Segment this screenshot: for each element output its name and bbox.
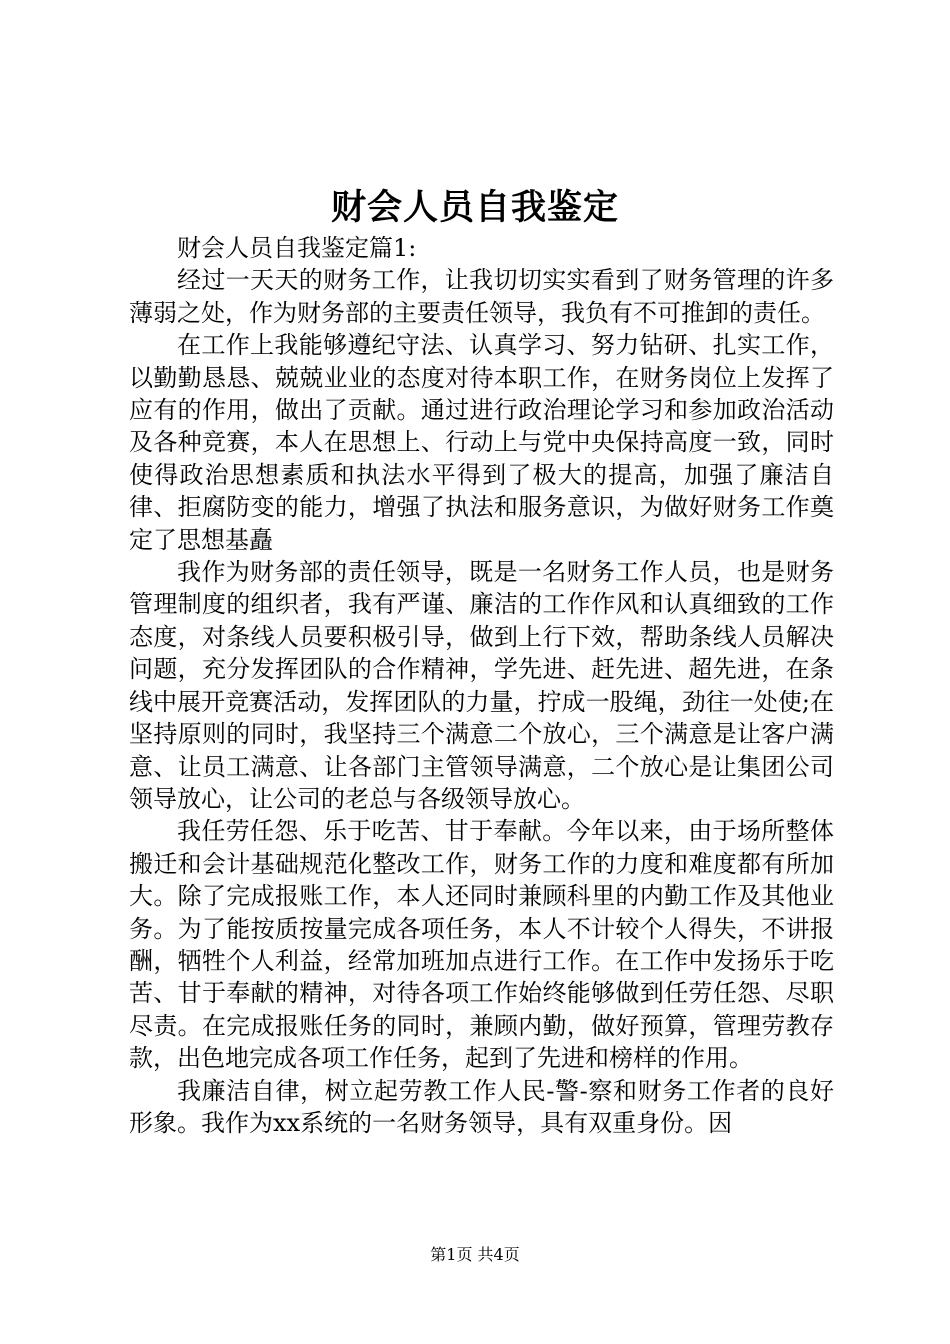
paragraph: 我作为财务部的责任领导，既是一名财务工作人员，也是财务管理制度的组织者，我有严谨、廉洁的工作作风和认真细致的工作态度，对条线人员要积极引导，做到上行下效，帮助条线人员解决问题，充分发挥团队的合作精神，学先进、赶先进、超先进，在条线中展开竞赛活动，发挥团队的力量，拧成一股绳，劲往一处使;在坚持原则的同时，我坚持三个满意二个放心，三个满意是让客户满意、让员工满意、让各部门主管领导满意，二个放心是让集团公司领导放心，让公司的老总与各级领导放心。: [129, 558, 834, 813]
paragraph: 我任劳任怨、乐于吃苦、甘于奉献。今年以来，由于场所整体搬迁和会计基础规范化整改工作，财务工作的力度和难度都有所加大。除了完成报账工作，本人还同时兼顾科里的内勤工作及其他业务。为了能按质按量完成各项任务，本人不计较个人得失，不讲报酬，牺牲个人利益，经常加班加点进行工作。在工作中发扬乐于吃苦、甘于奉献的精神，对待各项工作始终能够做到任劳任怨、尽职尽责。在完成报账任务的同时，兼顾内勤，做好预算，管理劳教存款，出色地完成各项工作任务，起到了先进和榜样的作用。: [129, 817, 834, 1073]
paragraph: 在工作上我能够遵纪守法、认真学习、努力钻研、扎实工作，以勤勤恳恳、兢兢业业的态度对待本职工作，在财务岗位上发挥了应有的作用，做出了贡献。通过进行政治理论学习和参加政治活动及各种竞赛，本人在思想上、行动上与党中央保持高度一致，同时使得政治思想素质和执法水平得到了极大的提高，加强了廉洁自律、拒腐防变的能力，增强了执法和服务意识，为做好财务工作奠定了思想基矗: [129, 331, 834, 554]
paragraph-heading: 财会人员自我鉴定篇1:: [177, 234, 417, 262]
document-title: 财会人员自我鉴定: [330, 187, 619, 228]
paragraph: 经过一天天的财务工作，让我切切实实看到了财务管理的许多薄弱之处，作为财务部的主要责任领导，我负有不可推卸的责任。: [129, 266, 834, 327]
page-number-footer: 第1页 共4页: [430, 1245, 520, 1264]
paragraph: 我廉洁自律，树立起劳教工作人民-警-察和财务工作者的良好形象。我作为xx系统的一名财务领导，具有双重身份。因: [129, 1076, 834, 1137]
document-body: [129, 232, 834, 1139]
